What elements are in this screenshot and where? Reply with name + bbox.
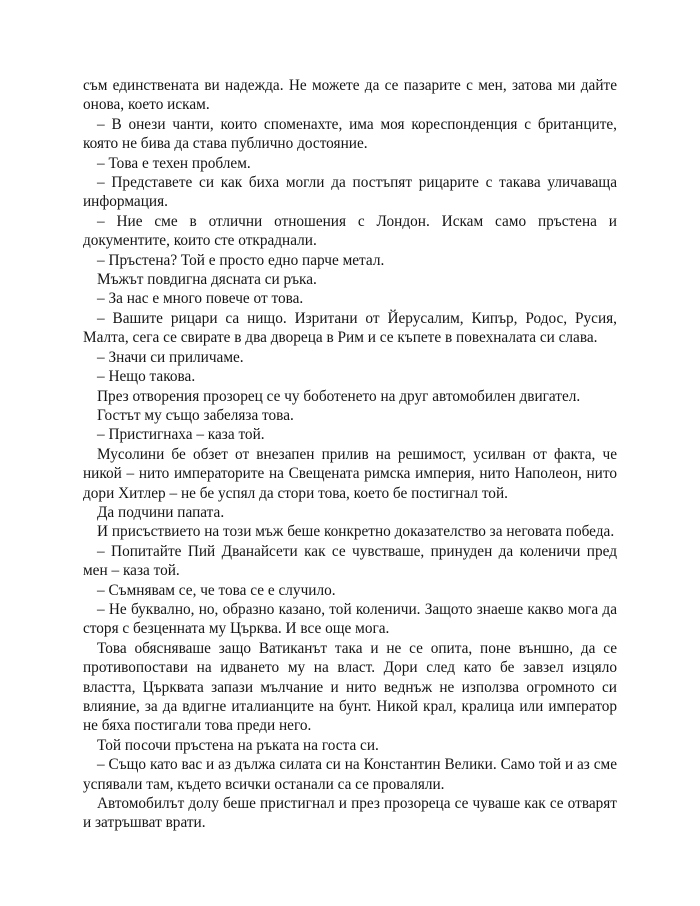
paragraph: – Нещо такова.	[97, 368, 196, 386]
paragraph: – В онези чанти, които споменахте, има моя кореспонденция с британците, която не бива да става публично достояние.	[83, 115, 617, 153]
paragraph: Автомобилът долу беше пристигнал и през прозореца се чуваше как се отварят и затръшват врати.	[83, 795, 617, 832]
paragraph: – Пръстена? Той е просто едно парче метал.	[97, 251, 385, 269]
paragraph: Той посочи пръстена на ръката на госта си.	[97, 736, 379, 754]
paragraph: съм единствената ви надежда. Не можете да се пазарите с мен, затова ми дайте онова, което искам.	[83, 77, 617, 114]
paragraph: – Значи си приличаме.	[97, 348, 244, 366]
paragraph: – Пристигнаха – каза той.	[97, 426, 265, 444]
paragraph: Мусолини бе обзет от внезапен прилив на решимост, усилван от факта, че никой – нито императорите на Свещената римска империя, нито Наполеон, нито дори Хитлер – не бе успял да стори това, което бе постигнал той.	[83, 445, 617, 502]
paragraph: Да подчини папата.	[97, 503, 225, 521]
paragraph: – Вашите рицари са нищо. Изритани от Йерусалим, Кипър, Родос, Русия, Малта, сега се свирате в два двореца в Рим и се къпете в повехналата си слава.	[83, 309, 617, 347]
paragraph: – Това е техен проблем.	[97, 154, 251, 172]
document-page	[83, 76, 617, 833]
paragraph: – Съмнявам се, че това се е случило.	[97, 581, 336, 599]
paragraph: – Попитайте Пий Дванайсети как се чувстваше, принуден да коленичи пред мен – каза той.	[83, 542, 617, 580]
paragraph: – Представете си как биха могли да постъпят рицарите с такава уличаваща информация.	[83, 174, 617, 211]
paragraph: Това обясняваше защо Ватиканът така и не се опита, поне външно, да се противопостави на идването му на власт. Дори след като бе завзел изцяло властта, Църквата запази мълчание и нито веднъж не използва огромното си влияние, за да вдигне италианците на бунт. Никой крал, кралица или император не бяха постигали това преди него.	[83, 639, 617, 735]
paragraph: И присъствието на този мъж беше конкретно доказателство за неговата победа.	[97, 523, 615, 541]
paragraph: Гостът му също забеляза това.	[97, 406, 294, 424]
paragraph: – За нас е много повече от това.	[97, 290, 304, 308]
paragraph: Мъжът повдигна дясната си ръка.	[97, 271, 317, 289]
paragraph: През отворения прозорец се чу боботенето на друг автомобилен двигател.	[97, 387, 581, 405]
paragraph: – Ние сме в отлични отношения с Лондон. Искам само пръстена и документите, които сте откраднали.	[83, 212, 617, 250]
paragraph: – Не буквално, но, образно казано, той коленичи. Защото знаеше какво мога да сторя с безценната му Църква. И все още мога.	[83, 600, 617, 638]
paragraph: – Също като вас и аз дължа силата си на Константин Велики. Само той и аз сме успявали там, където всички останали са се проваляли.	[83, 756, 617, 793]
